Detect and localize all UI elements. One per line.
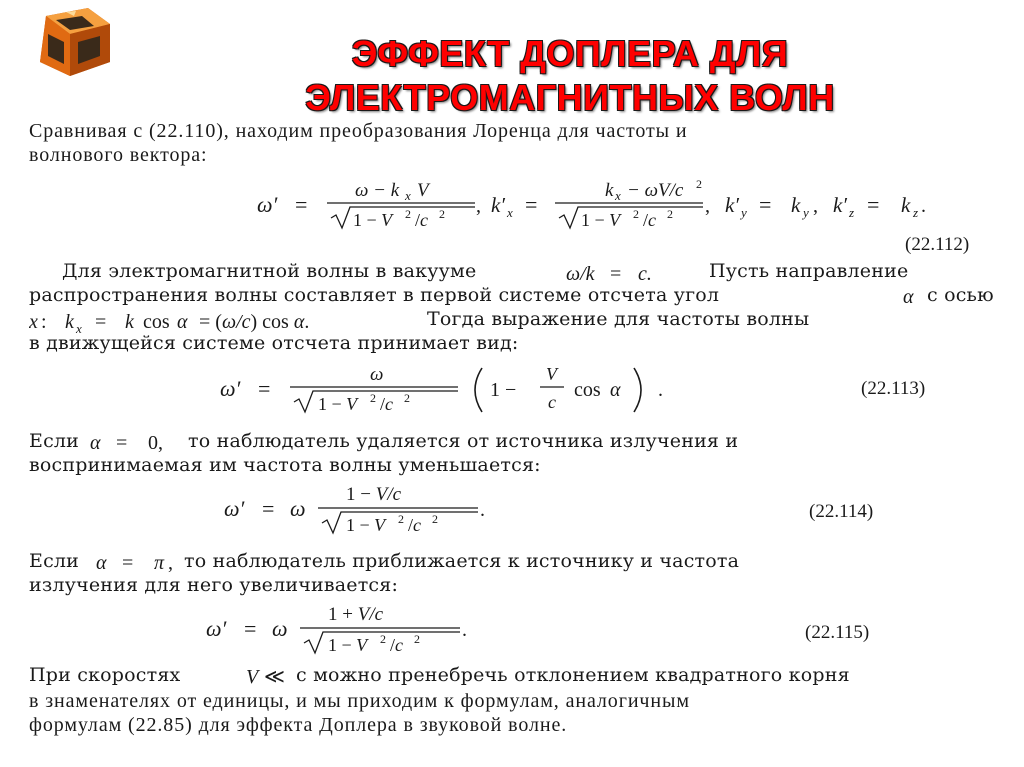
p2-line-3: Тогда выражение для частоты волны (427, 308, 810, 330)
svg-text:k: k (605, 180, 614, 201)
svg-text:ω − k: ω − k (355, 180, 400, 201)
svg-text:1 − V: 1 − V (318, 394, 358, 414)
svg-text:cos: cos (574, 379, 601, 401)
title-line-1: ЭФФЕКТ ДОПЛЕРА ДЛЯ (351, 33, 789, 74)
p4-line-1b: то наблюдатель приближается к источнику и частота (184, 550, 740, 572)
svg-text:ω/k: ω/k (566, 263, 595, 285)
svg-text:,: , (705, 195, 710, 217)
svg-text:2: 2 (405, 207, 411, 221)
svg-text:ω′: ω′ (224, 496, 245, 521)
svg-text:y: y (741, 205, 747, 220)
svg-text:/c: /c (390, 635, 404, 655)
p5-line-1a: При скоростях (29, 664, 181, 686)
svg-text:/c: /c (415, 210, 429, 230)
svg-text:,: , (168, 552, 173, 574)
svg-text:0,: 0, (148, 432, 163, 454)
svg-text:=: = (95, 311, 107, 333)
svg-text:=: = (116, 432, 128, 454)
svg-text:x: x (29, 311, 38, 333)
svg-text:k: k (125, 311, 134, 333)
svg-text:k′: k′ (491, 193, 505, 217)
svg-text:V: V (546, 364, 557, 384)
svg-text:ω′: ω′ (206, 616, 227, 641)
svg-text:2: 2 (370, 391, 376, 405)
svg-text:ω′: ω′ (257, 192, 278, 217)
svg-text:2: 2 (404, 391, 410, 405)
p5-line-1b: с можно пренебречь отклонением квадратного корня (296, 664, 850, 686)
svg-text:k: k (65, 311, 74, 333)
slide-title (230, 32, 910, 120)
svg-text:k′: k′ (725, 193, 739, 217)
svg-text::: : (41, 311, 47, 333)
svg-text:α: α (903, 286, 914, 308)
p3-line-1b: то наблюдатель удаляется от источника излучения и (188, 430, 739, 452)
svg-text:2: 2 (696, 177, 702, 191)
svg-text:k: k (901, 193, 911, 217)
eq-number-22-112: (22.112) (905, 234, 970, 255)
svg-text:2: 2 (414, 632, 420, 646)
svg-text:k: k (791, 193, 801, 217)
p1-line-1: Сравнивая с (22.110), находим преобразования Лоренца для частоты и (29, 120, 688, 142)
svg-text:=: = (295, 192, 308, 217)
p5-line-2: в знаменателях от единицы, и мы приходим к формулам, аналогичным (29, 690, 690, 712)
svg-text:c.: c. (638, 263, 652, 285)
svg-text:2: 2 (398, 512, 404, 526)
svg-text:=: = (262, 496, 275, 521)
svg-text:V: V (246, 666, 259, 688)
svg-text:π: π (154, 552, 165, 574)
inline-math-v-much-less (246, 663, 296, 689)
inline-math-alpha (903, 284, 923, 310)
equation-22-115 (204, 602, 504, 662)
svg-text:.: . (658, 379, 663, 401)
inline-math-omega-k-c (566, 260, 716, 286)
svg-text:1 − V: 1 − V (346, 515, 386, 535)
svg-text:1 − V/c: 1 − V/c (346, 484, 402, 505)
eq-number-22-113: (22.113) (861, 378, 926, 399)
svg-text:x: x (615, 188, 621, 203)
svg-text:z: z (849, 205, 855, 220)
svg-text:≪: ≪ (264, 666, 285, 688)
svg-text:α: α (610, 379, 621, 401)
svg-text:x: x (76, 321, 82, 336)
svg-text:,: , (476, 195, 481, 217)
svg-text:.: . (921, 195, 926, 217)
svg-text:ω: ω (290, 496, 306, 521)
svg-text:= (ω/c) cos α.: = (ω/c) cos α. (199, 311, 310, 333)
svg-text:2: 2 (432, 512, 438, 526)
svg-text:2: 2 (633, 207, 639, 221)
svg-text:/c: /c (408, 515, 422, 535)
p3-line-2: воспринимаемая им частота волны уменьшается: (29, 454, 541, 476)
p2-line-2b: с осью (927, 284, 994, 306)
svg-text:1 −: 1 − (490, 379, 517, 401)
p4-line-2: излучения для него увеличивается: (29, 574, 399, 596)
svg-text:2: 2 (380, 632, 386, 646)
svg-text:c: c (548, 392, 556, 412)
equation-22-112 (255, 176, 1015, 232)
svg-text:.: . (462, 619, 467, 641)
svg-text:1 − V: 1 − V (581, 210, 621, 230)
p2-line-1b: Пусть направление (709, 260, 909, 282)
svg-text:=: = (258, 376, 271, 401)
p5-line-3: формулам (22.85) для эффекта Доплера в звуковой волне. (29, 714, 568, 736)
svg-text:k′: k′ (833, 193, 847, 217)
svg-text:z: z (913, 205, 919, 220)
svg-text:=: = (867, 192, 880, 217)
svg-text:V: V (417, 180, 429, 201)
svg-text:1 + V/c: 1 + V/c (328, 604, 384, 625)
p2-line-2: распространения волны составляет в первой системе отсчета угол (29, 284, 720, 306)
eq-number-22-115: (22.115) (805, 622, 870, 643)
svg-text:1 − V: 1 − V (353, 210, 393, 230)
svg-text:2: 2 (667, 207, 673, 221)
svg-text:α: α (177, 311, 188, 333)
p1-line-2: волнового вектора: (29, 144, 208, 166)
equation-22-114 (222, 482, 522, 542)
svg-text:=: = (525, 192, 538, 217)
svg-text:1 − V: 1 − V (328, 635, 368, 655)
p2-line-1a: Для электромагнитной волны в вакууме (62, 260, 477, 282)
cube-logo-icon (26, 6, 118, 80)
svg-text:x: x (507, 205, 513, 220)
svg-text:=: = (122, 552, 134, 574)
svg-text:ω′: ω′ (220, 376, 241, 401)
svg-text:=: = (610, 263, 622, 285)
svg-text:=: = (759, 192, 772, 217)
equation-22-113 (218, 360, 718, 420)
svg-text:=: = (244, 616, 257, 641)
svg-text:cos: cos (143, 311, 170, 333)
svg-text:.: . (480, 499, 485, 521)
svg-text:,: , (813, 195, 818, 217)
svg-text:α: α (96, 552, 107, 574)
svg-text:y: y (803, 205, 809, 220)
svg-text:/c: /c (643, 210, 657, 230)
svg-text:x: x (405, 188, 411, 203)
p2-line-4: в движущейся системе отсчета принимает вид: (29, 332, 519, 354)
inline-math-alpha-zero (90, 429, 200, 455)
svg-text:ω: ω (370, 364, 384, 385)
p3-line-1a: Если (29, 430, 80, 452)
title-line-2: ЭЛЕКТРОМАГНИТНЫХ ВОЛН (305, 77, 835, 118)
eq-number-22-114: (22.114) (809, 501, 874, 522)
svg-text:/c: /c (380, 394, 394, 414)
svg-text:ω: ω (272, 616, 288, 641)
svg-text:− ωV/c: − ωV/c (627, 180, 684, 201)
svg-text:2: 2 (439, 207, 445, 221)
svg-text:α: α (90, 432, 101, 454)
p4-line-1a: Если (29, 550, 80, 572)
